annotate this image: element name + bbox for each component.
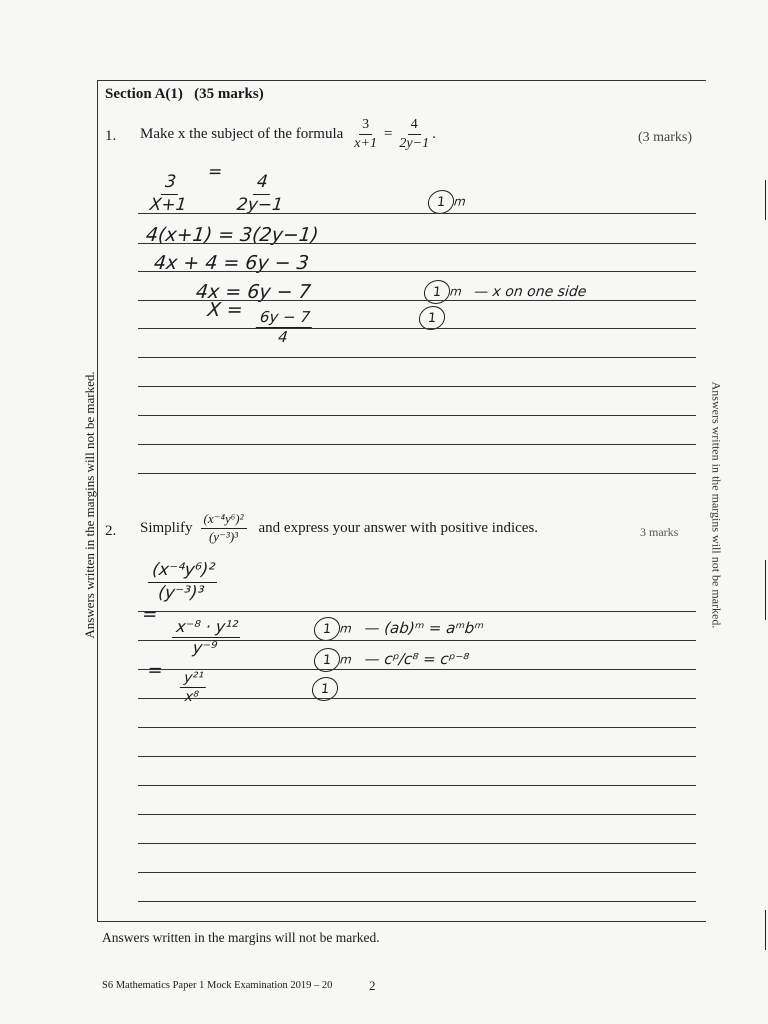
answer-line (138, 386, 696, 387)
formula-rhs (396, 117, 432, 152)
question-2-prompt-row (140, 512, 538, 545)
q1-step-3: 4x + 4 = 6y − 3 (152, 252, 310, 274)
question-2-number: 2. (105, 523, 117, 539)
q2-step1-num: (x⁻⁴y⁶)² (148, 561, 219, 583)
section-title: Section A(1) (35 marks) (105, 86, 264, 102)
scan-edge-mark (765, 180, 767, 220)
formula-lhs (351, 117, 380, 152)
mark-circle-2: 1 (423, 280, 452, 304)
q1-step1-equals: = (207, 162, 224, 182)
question-2-expression (201, 512, 247, 545)
answer-line (138, 213, 696, 214)
answer-line (138, 785, 696, 786)
q1-step-1 (146, 162, 290, 215)
q1-step-2: 4(x+1) = 3(2y−1) (144, 224, 320, 246)
answer-line (138, 444, 696, 445)
answer-line (138, 843, 696, 844)
answer-line (138, 727, 696, 728)
q2-step-1 (146, 560, 219, 603)
q2-step3-num: y²¹ (180, 670, 207, 688)
q1-step5-lhs: X = (206, 299, 244, 321)
q2-step1-fraction (146, 561, 219, 603)
q2-marker-note-1: — (ab)ᵐ = aᵐbᵐ (363, 618, 485, 637)
q1-step-5 (204, 299, 315, 347)
page-number: 2 (369, 978, 376, 993)
q1-step5-num: 6y − 7 (256, 309, 314, 328)
mark-circle-5: 1 (313, 648, 342, 672)
margin-warning-right: Answers written in the margins will not be marked. (709, 381, 724, 629)
q1-step5-den: 4 (277, 328, 289, 347)
scan-edge-mark (765, 560, 767, 620)
answer-line (138, 640, 696, 641)
formula-rhs-denominator: 2y−1 (399, 136, 430, 152)
q2-step-3 (144, 660, 208, 706)
answer-line (138, 901, 696, 902)
mark-circle-1: 1 (427, 190, 456, 214)
answer-line (138, 271, 696, 272)
question-2-marks: 3 marks (640, 525, 679, 539)
answer-line (138, 473, 696, 474)
answer-line (138, 415, 696, 416)
q1-step1-rhs-num: 4 (253, 173, 272, 195)
q2-mark-1 (313, 617, 485, 641)
mark-circle-3: 1 (418, 306, 447, 330)
answer-line (138, 243, 696, 244)
q2-step3-den: x⁸ (183, 689, 200, 706)
q2-step-2 (138, 604, 242, 658)
mark-method-tag: m (453, 194, 467, 209)
q2-step2-num: x⁻⁸ · y¹² (172, 618, 242, 638)
q2-step2-fraction (170, 618, 242, 658)
formula-lhs-numerator: 3 (359, 117, 372, 135)
formula-period: . (432, 126, 436, 143)
q2-step3-equals: = (146, 660, 164, 681)
q2-step1-den: (y⁻³)³ (157, 582, 206, 603)
question-1-prompt: Make x the subject of the formula (140, 126, 344, 143)
answer-line (138, 698, 696, 699)
answer-line (138, 669, 696, 670)
question-1-marks: (3 marks) (638, 130, 693, 145)
scan-edge-mark (765, 910, 767, 950)
q2-expr-numerator: (x⁻⁴y⁶)² (201, 512, 247, 529)
q1-step-4: 4x = 6y − 7 (194, 281, 312, 303)
formula-equals: = (383, 126, 393, 143)
q2-step2-equals: = (141, 604, 159, 625)
mark-circle-4: 1 (313, 617, 342, 641)
question-1-prompt-row (140, 117, 436, 152)
answer-line (138, 328, 696, 329)
footer-margin-note: Answers written in the margins will not be marked. (102, 930, 380, 945)
q1-step1-rhs-den: 2y−1 (235, 194, 284, 215)
q1-step1-lhs-num: 3 (161, 173, 180, 195)
answer-line (138, 357, 696, 358)
q1-step1-rhs (233, 173, 289, 215)
formula-lhs-denominator: x+1 (354, 136, 377, 152)
answer-line (138, 814, 696, 815)
q2-expr-denominator: (y⁻³)³ (208, 528, 239, 544)
mark-circle-6: 1 (311, 677, 340, 701)
question-2-suffix: and express your answer with positive indices. (258, 519, 539, 536)
footer-exam-title: S6 Mathematics Paper 1 Mock Examination 2019 – 20 (102, 980, 333, 991)
answer-line (138, 872, 696, 873)
mark-method-tag: m (339, 652, 353, 667)
q1-mark-3 (418, 306, 447, 330)
question-1-number: 1. (105, 128, 117, 144)
q2-marker-note-2: — cᵖ/c⁸ = cᵖ⁻⁸ (363, 649, 471, 668)
q2-step3-fraction (178, 670, 207, 705)
mark-method-tag: m (449, 284, 463, 299)
q1-step1-lhs (146, 173, 193, 215)
q1-marker-note: — x on one side (473, 283, 588, 300)
question-2-prompt: Simplify (140, 519, 193, 536)
q2-step2-den: y⁻⁹ (191, 638, 219, 658)
answer-line (138, 756, 696, 757)
formula-rhs-numerator: 4 (408, 117, 421, 135)
mark-method-tag: m (339, 621, 353, 636)
answer-line (138, 611, 696, 612)
q1-step1-lhs-den: X+1 (148, 194, 188, 215)
margin-warning-left: Answers written in the margins will not be marked. (82, 371, 97, 639)
answer-line (138, 300, 696, 301)
q1-mark-1 (427, 190, 467, 214)
